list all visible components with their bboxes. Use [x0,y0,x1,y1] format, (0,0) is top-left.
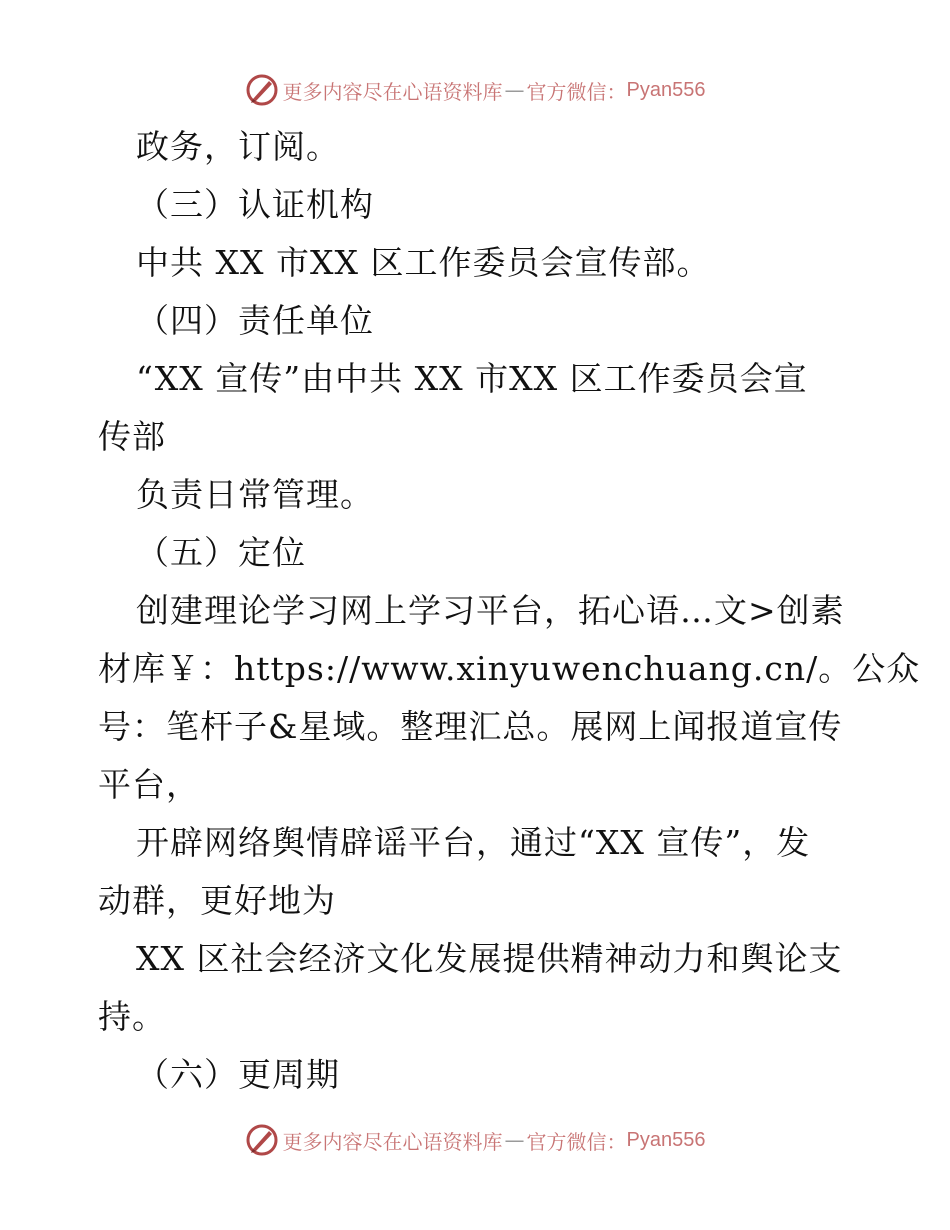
text-line: 持。 [98,997,166,1036]
pen-logo-icon [245,73,279,107]
watermark-wechat-id: Pyan556 [626,78,706,101]
text-line: 传部 [98,417,166,456]
footer-watermark [0,1120,950,1160]
header-watermark [0,70,950,110]
section-heading: （三）认证机构 [136,185,374,224]
watermark-wechat-label: 官方微信： [526,1129,627,1154]
watermark-text: 更多内容尽在心语资料库 [282,79,503,104]
watermark-wechat-id: Pyan556 [626,1128,706,1151]
text-line: XX 区社会经济文化发展提供精神动力和舆论支 [136,939,843,978]
text-line: 负责日常管理。 [136,475,374,514]
watermark-separator: — [504,1128,525,1152]
text-line: 政务，订阅。 [136,127,340,166]
watermark-wechat-label: 官方微信： [526,79,627,104]
pen-logo-icon [245,1123,279,1157]
section-heading: （四）责任单位 [136,301,374,340]
text-line: 平台， [98,765,200,804]
text-line: 号：笔杆子&星域。整理汇总。展网上闻报道宣传 [98,707,843,746]
document-body [98,118,921,1104]
text-line: 开辟网络舆情辟谣平台，通过“XX 宣传”，发 [136,823,811,862]
section-heading: （五）定位 [136,533,306,572]
text-line: 材库￥：https://www.xinyuwenchuang.cn/。公众 [98,649,921,688]
text-line: 中共 XX 市XX 区工作委员会宣传部。 [136,243,711,282]
text-line: 动群，更好地为 [98,881,336,920]
watermark-text: 更多内容尽在心语资料库 [282,1129,503,1154]
watermark-separator: — [504,78,525,102]
text-line: “XX 宣传”由中共 XX 市XX 区工作委员会宣 [136,359,808,398]
section-heading: （六）更周期 [136,1055,340,1094]
text-line: 创建理论学习网上学习平台，拓心语…文>创素 [136,591,845,630]
